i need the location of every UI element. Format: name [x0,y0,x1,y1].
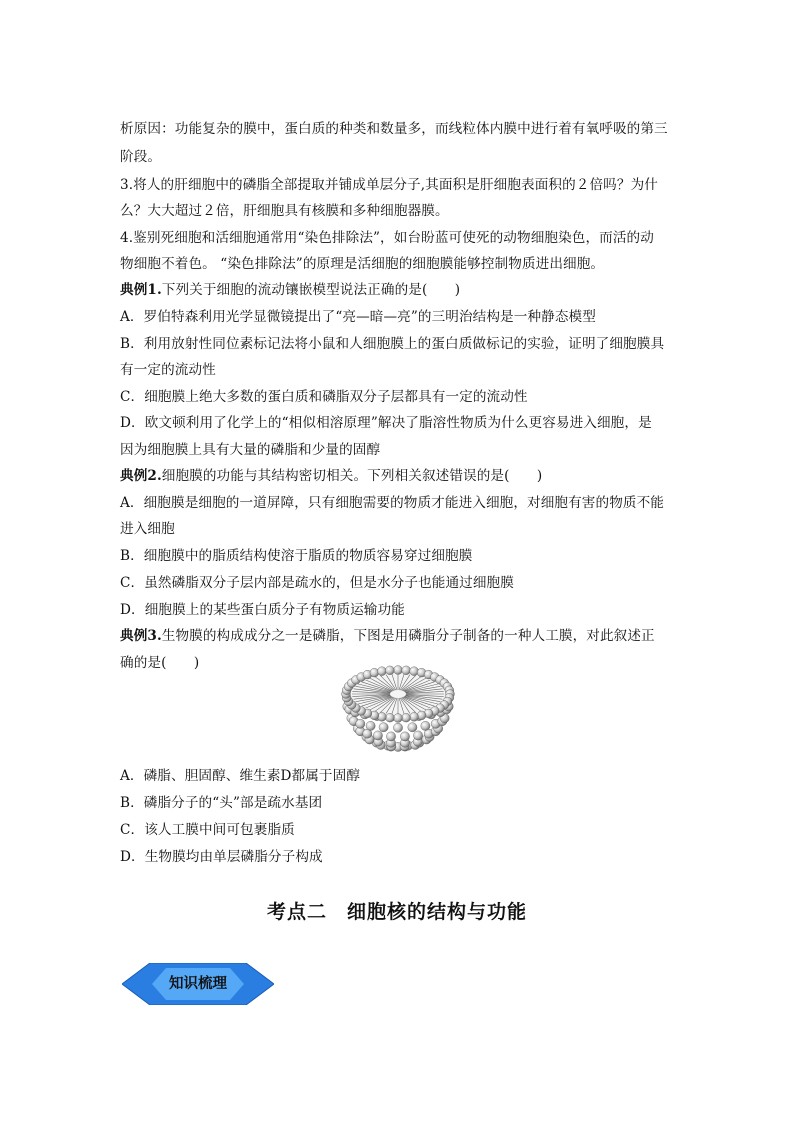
lipid-head [394,666,403,675]
knowledge-badge [122,963,274,1005]
example1-option-b-cont: 有一定的流动性 [120,362,216,378]
lipid-head [378,667,387,676]
paragraph-line: 3.将人的肝细胞中的磷脂全部提取并铺成单层分子,其面积是肝细胞表面积的２倍吗？为什 [120,177,658,193]
example3-stem-line [120,627,655,645]
lipid-head [393,723,402,732]
lipid-head [417,711,426,720]
example2-option-b: B．细胞膜中的脂质结构使溶于脂质的物质容易穿过细胞膜 [120,548,473,564]
example2-stem-line [120,467,542,485]
lipid-head [366,721,375,730]
lipid-head [385,713,394,722]
example1-option-d: D．欧文顿利用了化学上的“相似相溶原理”解决了脂溶性物质为什么更容易进入细胞，是 [120,415,652,431]
section-title: 考点二 细胞核的结构与功能 [266,901,527,923]
lipid-head [410,667,419,676]
example3-option-d: D．生物膜均由单层磷脂分子构成 [120,849,323,865]
artificial-membrane-figure [334,654,462,760]
lipid-head [379,723,388,732]
lipid-head [410,712,419,721]
lipid-head [394,714,403,723]
example3-option-b: B．磷脂分子的“头”部是疏水基团 [120,795,323,811]
example3-option-a: A．磷脂、胆固醇、维生素D都属于固醇 [120,768,361,784]
lipid-head [386,732,395,741]
paragraph-line: 物细胞不着色。 “染色排除法”的原理是活细胞的细胞膜能够控制物质进出细胞。 [120,256,605,272]
lipid-head [385,666,394,675]
example3-stem-cont: 确的是( ) [120,655,200,671]
example3-label: 典例3. [120,628,162,644]
lipid-head [400,732,409,741]
example1-option-c: C．细胞膜上绝大多数的蛋白质和磷脂双分子层都具有一定的流动性 [120,389,528,405]
lipid-head [378,712,387,721]
badge-label: 知识梳理 [169,976,227,992]
example2-label: 典例2. [120,468,162,484]
example1-option-a: A．罗伯特森利用光学显微镜提出了“亮—暗—亮”的三明治结构是一种静态模型 [120,309,596,325]
paragraph-line: 阶段。 [120,149,162,165]
lipid-head [373,731,382,740]
lipid-head [402,713,411,722]
lipid-head [370,668,379,677]
lipid-head [402,666,411,675]
paragraph-line: 么？大大超过２倍，肝细胞具有核膜和多种细胞器膜。 [120,203,449,219]
example1-label: 典例1. [120,282,162,298]
example2-option-a: A．细胞膜是细胞的一道屏障，只有细胞需要的物质才能进入细胞，对细胞有害的物质不能 [120,495,664,511]
example3-stem: 生物膜的构成成分之一是磷脂，下图是用磷脂分子制备的一种人工膜，对此叙述正 [161,628,655,644]
lipid-head [408,723,417,732]
example1-option-d-cont: 因为细胞膜上具有大量的磷脂和少量的固醇 [120,442,381,458]
example2-stem: 细胞膜的功能与其结构密切相关。下列相关叙述错误的是( ) [161,468,543,484]
lipid-head [421,721,430,730]
example2-option-a-cont: 进入细胞 [120,521,175,537]
lipid-head [413,731,422,740]
paragraph-line: 析原因：功能复杂的膜中，蛋白质的种类和数量多，而线粒体内膜中进行着有氧呼吸的第三 [120,121,668,137]
example1-option-b: B．利用放射性同位素标记法将小鼠和人细胞膜上的蛋白质做标记的实验，证明了细胞膜具 [120,336,665,352]
example1-stem-line [120,281,460,299]
example1-stem: 下列关于细胞的流动镶嵌模型说法正确的是( ) [161,282,461,298]
paragraph-line: 4.鉴别死细胞和活细胞通常用“染色排除法”，如台盼蓝可使死的动物细胞染色，而活的动 [120,230,654,246]
example2-option-d: D．细胞膜上的某些蛋白质分子有物质运输功能 [120,602,405,618]
example2-option-c: C．虽然磷脂双分子层内部是疏水的，但是水分子也能通过细胞膜 [120,575,514,591]
example3-option-c: C．该人工膜中间可包裹脂质 [120,822,295,838]
lipid-head [356,719,365,728]
